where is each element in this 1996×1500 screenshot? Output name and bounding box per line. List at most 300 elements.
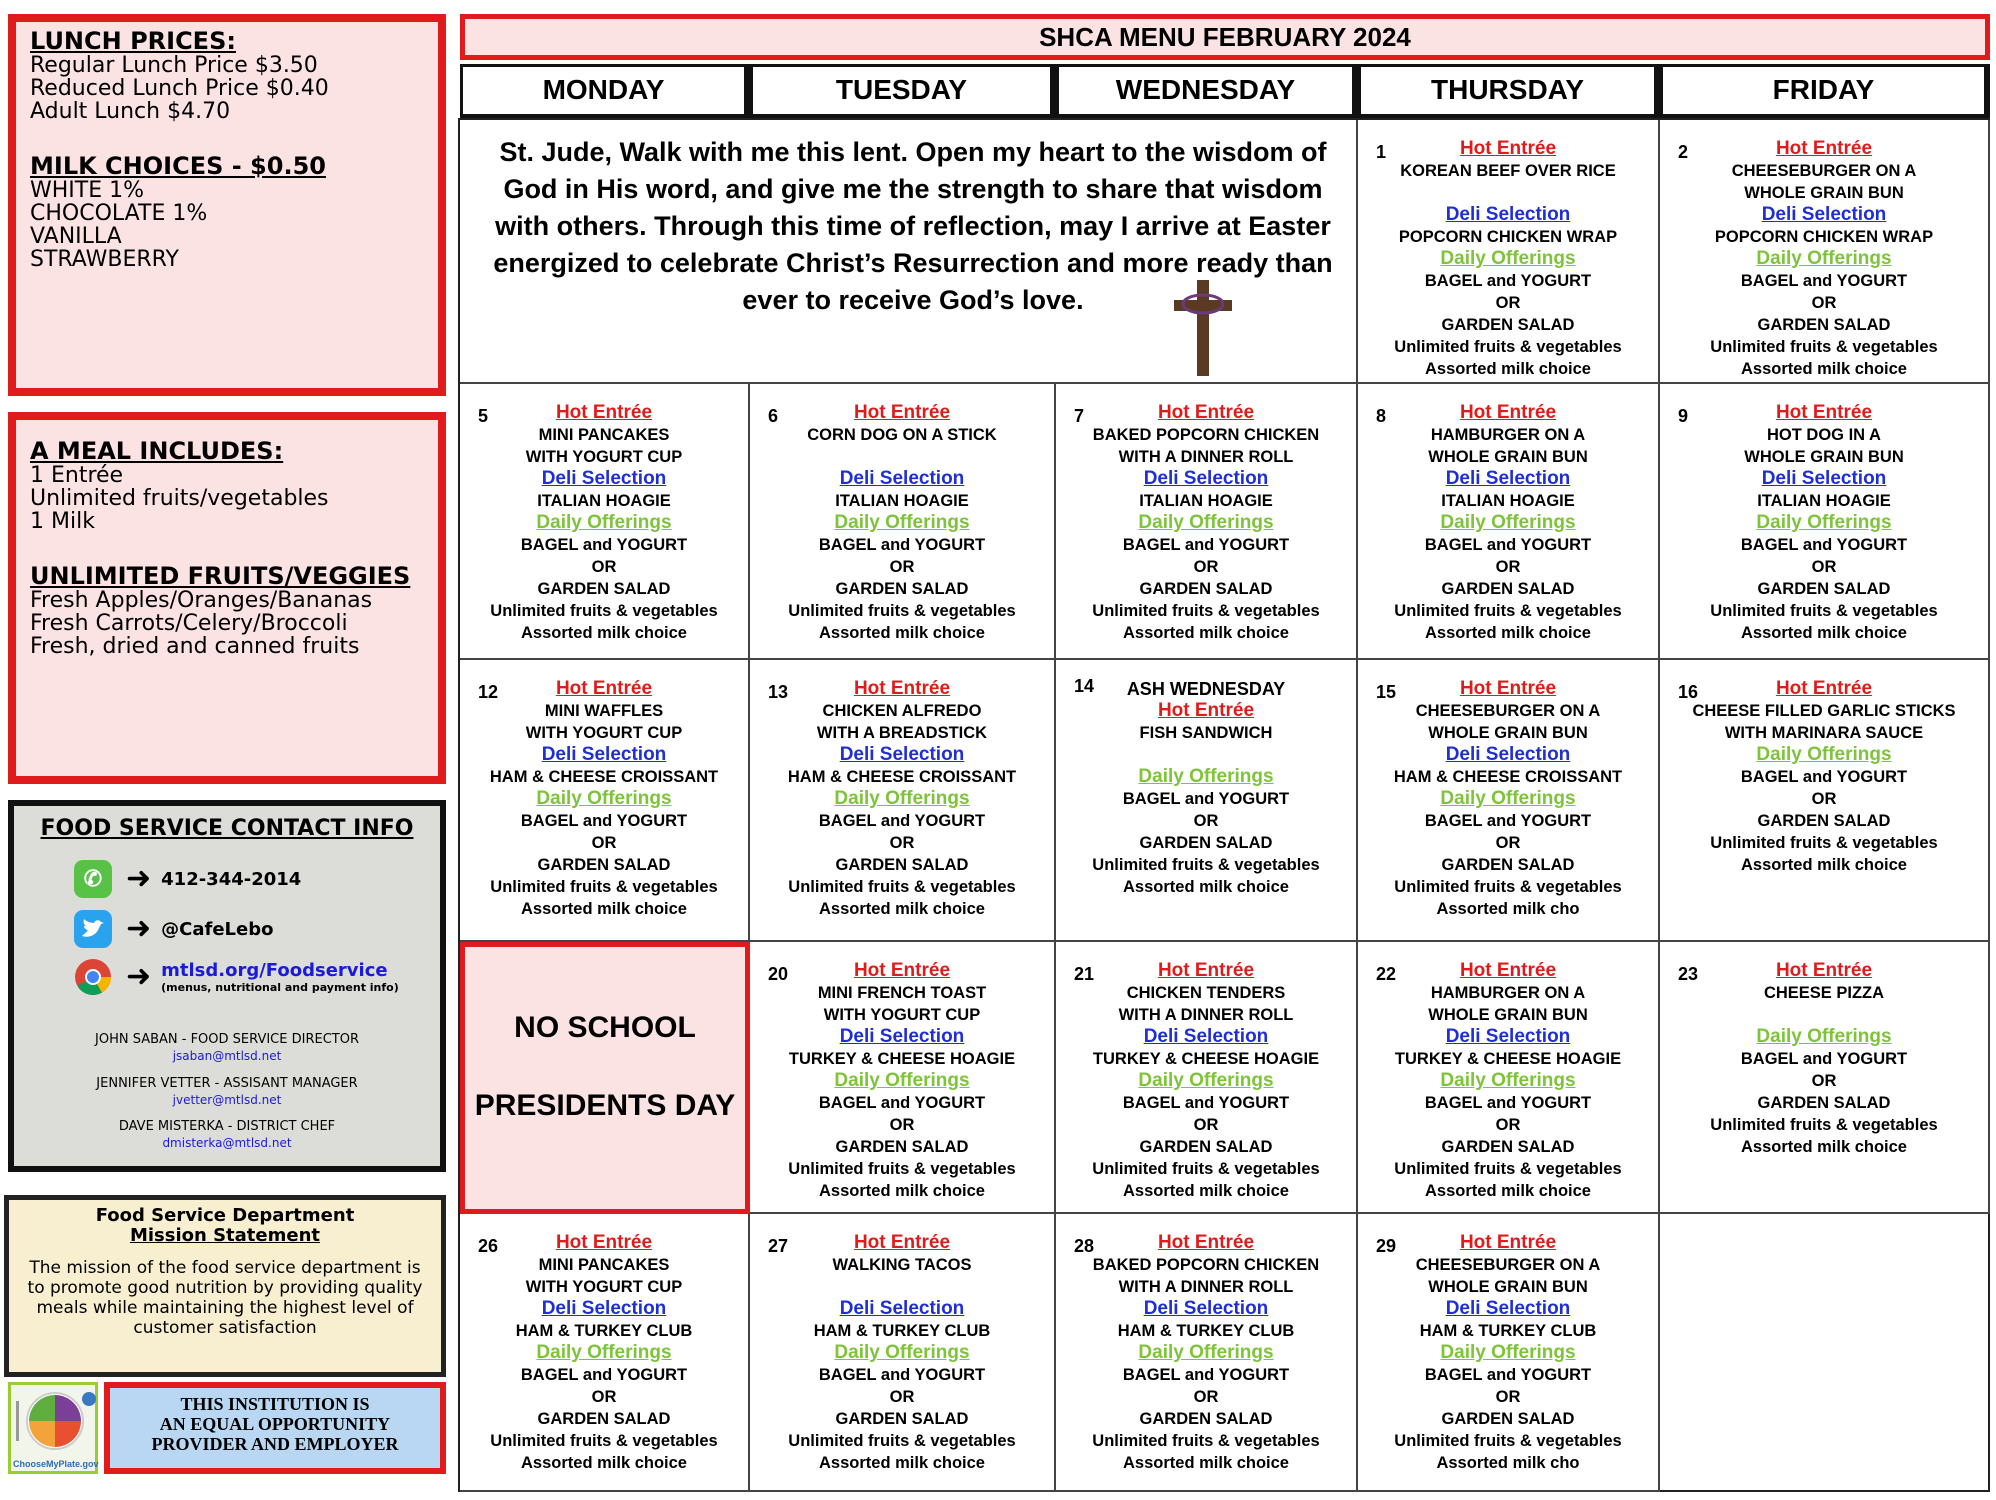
staff-entry	[14, 1076, 440, 1108]
deli-selection-label: Deli Selection	[541, 744, 667, 765]
lunch-prices-heading: LUNCH PRICES:	[30, 27, 236, 55]
deli-selection-label: Deli Selection	[839, 468, 965, 489]
menu-item: Unlimited fruits & vegetables	[490, 602, 718, 620]
menu-title: SHCA MENU FEBRUARY 2024	[460, 14, 1990, 60]
menu-item: BAGEL and YOGURT	[520, 536, 688, 554]
staff-name: JENNIFER VETTER - ASSISANT MANAGER	[96, 1076, 358, 1091]
menu-item: Assorted milk choice	[819, 1182, 985, 1200]
menu-entries	[1660, 402, 1988, 644]
menu-item: BAGEL and YOGURT	[1740, 768, 1908, 786]
menu-item: WITH YOGURT CUP	[525, 724, 683, 742]
regular-price: Regular Lunch Price $3.50	[30, 53, 318, 78]
menu-item: OR	[591, 834, 617, 852]
day-number: 15	[1376, 682, 1397, 702]
menu-item: GARDEN SALAD	[1139, 1410, 1273, 1428]
menu-item: CHEESEBURGER ON A	[1731, 162, 1917, 180]
menu-item: OR	[1193, 1116, 1219, 1134]
menu-item: WITH A BREADSTICK	[816, 724, 988, 742]
milk-choice: WHITE 1%	[30, 178, 145, 203]
spacer	[750, 1276, 1054, 1298]
meal-item: Unlimited fruits/vegetables	[30, 486, 329, 511]
cross-icon	[1168, 278, 1238, 378]
menu-item: BAGEL and YOGURT	[1424, 812, 1592, 830]
menu-item: Assorted milk choice	[521, 1454, 687, 1472]
menu-item: ITALIAN HOAGIE	[1757, 492, 1891, 510]
menu-item: Assorted milk cho	[1436, 1454, 1580, 1472]
menu-day-cell	[1660, 942, 1990, 1214]
menu-day-cell	[460, 660, 750, 942]
equal-line: PROVIDER AND EMPLOYER	[151, 1434, 399, 1454]
daily-offerings-label: Daily Offerings	[834, 512, 970, 533]
menu-item: BAKED POPCORN CHICKEN	[1092, 426, 1320, 444]
daily-offerings-label: Daily Offerings	[1756, 1026, 1892, 1047]
day-number: 28	[1074, 1236, 1095, 1256]
menu-item: CHEESE FILLED GARLIC STICKS	[1692, 702, 1956, 720]
web-row	[74, 958, 399, 996]
staff-email[interactable]: jvetter@mtlsd.net	[172, 1093, 282, 1107]
menu-item: Unlimited fruits & vegetables	[490, 878, 718, 896]
menu-item: BAKED POPCORN CHICKEN	[1092, 1256, 1320, 1274]
hot-entree-label: Hot Entrée	[1459, 402, 1557, 423]
hot-entree-label: Hot Entrée	[1157, 402, 1255, 423]
menu-item: Unlimited fruits & vegetables	[490, 1432, 718, 1450]
menu-item: Unlimited fruits & vegetables	[1394, 338, 1622, 356]
mission-statement-box	[4, 1195, 446, 1377]
deli-selection-label: Deli Selection	[1761, 204, 1887, 225]
daily-offerings-label: Daily Offerings	[1440, 248, 1576, 269]
menu-day-cell	[1660, 660, 1990, 942]
menu-item: CHEESE PIZZA	[1763, 984, 1885, 1002]
phone-icon: ✆	[74, 860, 112, 898]
deli-selection-label: Deli Selection	[839, 1026, 965, 1047]
menu-entries	[1358, 402, 1658, 644]
daily-offerings-label: Daily Offerings	[1756, 248, 1892, 269]
meal-includes-box	[8, 412, 446, 784]
menu-item: OR	[591, 558, 617, 576]
deli-selection-label: Deli Selection	[1761, 468, 1887, 489]
prayer-cell	[460, 120, 1358, 384]
prayer-text: St. Jude, Walk with me this lent. Open my heart to the wisdom of God in His word, and give me the strength to share that wisdom with others. Through this time of reflection, may I arrive at Easter energized to celebrate Christ’s Resurrection and more ready than ever to receive God’s love.	[493, 137, 1333, 315]
menu-entries	[1358, 960, 1658, 1202]
day-header-monday: MONDAY	[460, 64, 750, 120]
myplate-label: ChooseMyPlate.gov	[13, 1459, 99, 1469]
mission-body: The mission of the food service department is to promote good nutrition by providing quality meals while maintaining the highest level of customer satisfaction	[27, 1258, 423, 1338]
menu-entries	[460, 402, 748, 644]
menu-item: GARDEN SALAD	[1441, 1410, 1575, 1428]
contact-title: FOOD SERVICE CONTACT INFO	[40, 816, 414, 841]
menu-item: Assorted milk choice	[1123, 878, 1289, 896]
hot-entree-label: Hot Entrée	[853, 402, 951, 423]
menu-item: Unlimited fruits & vegetables	[1710, 834, 1938, 852]
menu-entries	[1660, 960, 1988, 1158]
daily-offerings-label: Daily Offerings	[536, 788, 672, 809]
menu-item: OR	[1193, 1388, 1219, 1406]
menu-item: GARDEN SALAD	[1441, 1138, 1575, 1156]
daily-offerings-label: Daily Offerings	[1138, 512, 1274, 533]
menu-entries	[1358, 1232, 1658, 1474]
no-school-cell	[460, 942, 750, 1214]
menu-item: HAM & CHEESE CROISSANT	[489, 768, 719, 786]
menu-day-cell	[1358, 942, 1660, 1214]
deli-selection-label: Deli Selection	[839, 744, 965, 765]
menu-item: GARDEN SALAD	[1441, 580, 1575, 598]
day-number: 21	[1074, 964, 1095, 984]
menu-item: GARDEN SALAD	[835, 1138, 969, 1156]
menu-entries	[1056, 402, 1356, 644]
menu-day-cell	[1056, 660, 1358, 942]
website-note: (menus, nutritional and payment info)	[161, 981, 399, 994]
ash-wednesday-label: ASH WEDNESDAY	[1126, 679, 1286, 699]
menu-item: FISH SANDWICH	[1139, 724, 1273, 742]
menu-item: BAGEL and YOGURT	[1424, 1366, 1592, 1384]
menu-item: WITH YOGURT CUP	[525, 1278, 683, 1296]
menu-item: WITH A DINNER ROLL	[1118, 448, 1294, 466]
menu-item: OR	[1495, 834, 1521, 852]
menu-item: CHEESEBURGER ON A	[1415, 1256, 1601, 1274]
menu-day-cell	[1660, 120, 1990, 384]
menu-item: OR	[889, 558, 915, 576]
phone-number[interactable]: 412-344-2014	[161, 868, 302, 890]
day-number: 16	[1678, 682, 1699, 702]
menu-item: GARDEN SALAD	[1441, 856, 1575, 874]
menu-item: GARDEN SALAD	[1757, 812, 1891, 830]
daily-offerings-label: Daily Offerings	[536, 1342, 672, 1363]
menu-day-cell	[1660, 384, 1990, 660]
staff-name: DAVE MISTERKA - DISTRICT CHEF	[118, 1119, 336, 1134]
phone-row	[74, 860, 301, 898]
menu-item: TURKEY & CHEESE HOAGIE	[1092, 1050, 1320, 1068]
milk-choice: STRAWBERRY	[30, 247, 179, 272]
right-arrow-icon: ➜	[126, 960, 152, 993]
menu-item: HAM & CHEESE CROISSANT	[1393, 768, 1623, 786]
day-number: 23	[1678, 964, 1699, 984]
daily-offerings-label: Daily Offerings	[1440, 1342, 1576, 1363]
menu-item: WHOLE GRAIN BUN	[1428, 1006, 1588, 1024]
menu-item: GARDEN SALAD	[537, 580, 671, 598]
menu-item: Unlimited fruits & vegetables	[1710, 602, 1938, 620]
menu-item: ITALIAN HOAGIE	[1441, 492, 1575, 510]
daily-offerings-label: Daily Offerings	[834, 788, 970, 809]
deli-selection-label: Deli Selection	[541, 468, 667, 489]
mission-department: Food Service Department	[95, 1205, 355, 1226]
day-number: 8	[1376, 406, 1387, 426]
twitter-icon	[74, 910, 112, 948]
day-number: 27	[768, 1236, 789, 1256]
menu-item: BAGEL and YOGURT	[1740, 272, 1908, 290]
day-number: 22	[1376, 964, 1397, 984]
menu-item: CORN DOG ON A STICK	[807, 426, 997, 444]
menu-day-cell	[1056, 1214, 1358, 1492]
menu-item: WHOLE GRAIN BUN	[1744, 184, 1904, 202]
menu-item: OR	[889, 834, 915, 852]
hot-entree-label: Hot Entrée	[1775, 138, 1873, 159]
menu-entries	[750, 1232, 1054, 1474]
menu-item: OR	[889, 1388, 915, 1406]
menu-item: HAM & TURKEY CLUB	[515, 1322, 693, 1340]
adult-price: Adult Lunch $4.70	[30, 99, 231, 124]
menu-item: MINI FRENCH TOAST	[817, 984, 987, 1002]
menu-item: GARDEN SALAD	[1139, 834, 1273, 852]
website-link[interactable]: mtlsd.org/Foodservice	[161, 960, 388, 981]
hot-entree-label: Hot Entrée	[853, 678, 951, 699]
menu-item: WHOLE GRAIN BUN	[1744, 448, 1904, 466]
menu-day-cell	[460, 1214, 750, 1492]
menu-entries	[1358, 678, 1658, 920]
daily-offerings-label: Daily Offerings	[1440, 512, 1576, 533]
menu-item: OR	[1193, 558, 1219, 576]
menu-item: KOREAN BEEF OVER RICE	[1400, 162, 1616, 180]
menu-item: ITALIAN HOAGIE	[537, 492, 671, 510]
hot-entree-label: Hot Entrée	[1459, 678, 1557, 699]
day-number: 1	[1376, 142, 1387, 162]
menu-item: Assorted milk choice	[1741, 856, 1907, 874]
menu-item: Unlimited fruits & vegetables	[788, 602, 1016, 620]
menu-item: GARDEN SALAD	[1757, 1094, 1891, 1112]
menu-item: WHOLE GRAIN BUN	[1428, 724, 1588, 742]
menu-day-cell	[750, 942, 1056, 1214]
menu-entries	[750, 402, 1054, 644]
hot-entree-label: Hot Entrée	[1775, 402, 1873, 423]
menu-item: Unlimited fruits & vegetables	[1394, 1160, 1622, 1178]
day-header-thursday: THURSDAY	[1358, 64, 1660, 120]
twitter-handle[interactable]: @CafeLebo	[161, 918, 274, 940]
hot-entree-label: Hot Entrée	[1157, 1232, 1255, 1253]
hot-entree-label: Hot Entrée	[555, 1232, 653, 1253]
menu-day-cell	[1358, 1214, 1660, 1492]
menu-item: BAGEL and YOGURT	[520, 812, 688, 830]
meal-item: 1 Entrée	[30, 463, 124, 488]
deli-selection-label: Deli Selection	[541, 1298, 667, 1319]
deli-selection-label: Deli Selection	[1143, 468, 1269, 489]
menu-item: OR	[1811, 294, 1837, 312]
day-number: 26	[478, 1236, 499, 1256]
equal-opportunity-box	[104, 1382, 446, 1474]
menu-item: Unlimited fruits & vegetables	[788, 878, 1016, 896]
menu-item: BAGEL and YOGURT	[1740, 536, 1908, 554]
spacer	[1056, 744, 1356, 766]
day-number: 9	[1678, 406, 1689, 426]
day-header-tuesday: TUESDAY	[750, 64, 1056, 120]
menu-item: HAMBURGER ON A	[1430, 984, 1586, 1002]
menu-entries	[1660, 678, 1988, 876]
menu-item: BAGEL and YOGURT	[1424, 1094, 1592, 1112]
menu-day-cell	[750, 660, 1056, 942]
myplate-logo	[8, 1382, 98, 1474]
menu-entries	[1358, 138, 1658, 380]
menu-item: MINI WAFFLES	[544, 702, 664, 720]
lunch-prices-box	[8, 14, 446, 396]
daily-offerings-label: Daily Offerings	[1138, 1342, 1274, 1363]
menu-item: Unlimited fruits & vegetables	[1710, 1116, 1938, 1134]
menu-item: HAM & CHEESE CROISSANT	[787, 768, 1017, 786]
veg-item: Fresh Carrots/Celery/Broccoli	[30, 611, 348, 636]
deli-selection-label: Deli Selection	[1445, 1026, 1571, 1047]
daily-offerings-label: Daily Offerings	[1138, 766, 1274, 787]
menu-item: Unlimited fruits & vegetables	[1092, 1160, 1320, 1178]
menu-item: WITH MARINARA SAUCE	[1724, 724, 1924, 742]
menu-item: GARDEN SALAD	[537, 856, 671, 874]
menu-item: Unlimited fruits & vegetables	[1394, 878, 1622, 896]
daily-offerings-label: Daily Offerings	[834, 1070, 970, 1091]
staff-email[interactable]: jsaban@mtlsd.net	[172, 1049, 282, 1063]
hot-entree-label: Hot Entrée	[1775, 960, 1873, 981]
menu-item: OR	[591, 1388, 617, 1406]
menu-item: Assorted milk choice	[521, 624, 687, 642]
menu-item: HAMBURGER ON A	[1430, 426, 1586, 444]
day-number: 2	[1678, 142, 1689, 162]
day-header-wednesday: WEDNESDAY	[1056, 64, 1358, 120]
menu-item: BAGEL and YOGURT	[1424, 272, 1592, 290]
menu-item: Unlimited fruits & vegetables	[1394, 602, 1622, 620]
menu-entries	[1056, 1232, 1356, 1474]
menu-day-cell	[1358, 660, 1660, 942]
hot-entree-label: Hot Entrée	[555, 402, 653, 423]
hot-entree-label: Hot Entrée	[1459, 1232, 1557, 1253]
menu-item: WHOLE GRAIN BUN	[1428, 448, 1588, 466]
milk-choices-heading: MILK CHOICES - $0.50	[30, 152, 326, 180]
menu-item: CHICKEN TENDERS	[1126, 984, 1286, 1002]
staff-name: JOHN SABAN - FOOD SERVICE DIRECTOR	[95, 1032, 359, 1047]
menu-entries	[1660, 138, 1988, 380]
menu-item: ITALIAN HOAGIE	[835, 492, 969, 510]
twitter-row	[74, 910, 273, 948]
menu-item: GARDEN SALAD	[835, 856, 969, 874]
menu-entries	[460, 1232, 748, 1474]
menu-item: GARDEN SALAD	[835, 580, 969, 598]
day-number: 5	[478, 406, 489, 426]
deli-selection-label: Deli Selection	[1143, 1298, 1269, 1319]
menu-item: GARDEN SALAD	[1139, 1138, 1273, 1156]
menu-item: GARDEN SALAD	[537, 1410, 671, 1428]
hot-entree-label: Hot Entrée	[1157, 960, 1255, 981]
menu-item: Assorted milk choice	[1741, 1138, 1907, 1156]
menu-item: Assorted milk choice	[819, 624, 985, 642]
spacer	[750, 446, 1054, 468]
menu-item: OR	[1495, 294, 1521, 312]
menu-day-cell	[750, 1214, 1056, 1492]
contact-info-box	[8, 800, 446, 1172]
menu-item: BAGEL and YOGURT	[1122, 536, 1290, 554]
menu-item: Assorted milk choice	[1425, 624, 1591, 642]
chrome-icon	[74, 958, 112, 996]
veg-item: Fresh, dried and canned fruits	[30, 634, 360, 659]
menu-item: OR	[1495, 558, 1521, 576]
menu-item: BAGEL and YOGURT	[818, 1366, 986, 1384]
deli-selection-label: Deli Selection	[1445, 468, 1571, 489]
menu-item: ITALIAN HOAGIE	[1139, 492, 1273, 510]
menu-item: Unlimited fruits & vegetables	[788, 1160, 1016, 1178]
menu-item: TURKEY & CHEESE HOAGIE	[788, 1050, 1016, 1068]
hot-entree-label: Hot Entrée	[853, 960, 951, 981]
day-header-friday: FRIDAY	[1660, 64, 1990, 120]
day-number: 20	[768, 964, 789, 984]
holiday-name: PRESIDENTS DAY	[474, 1089, 736, 1122]
menu-item: OR	[1811, 790, 1837, 808]
deli-selection-label: Deli Selection	[1445, 1298, 1571, 1319]
veg-item: Fresh Apples/Oranges/Bananas	[30, 588, 373, 613]
menu-item: HOT DOG IN A	[1767, 426, 1881, 444]
day-number: 13	[768, 682, 789, 702]
menu-day-cell	[1358, 384, 1660, 660]
menu-item: HAM & TURKEY CLUB	[1117, 1322, 1295, 1340]
menu-item: CHEESEBURGER ON A	[1415, 702, 1601, 720]
menu-item: OR	[1193, 812, 1219, 830]
menu-item: GARDEN SALAD	[1757, 316, 1891, 334]
daily-offerings-label: Daily Offerings	[834, 1342, 970, 1363]
menu-item: WITH YOGURT CUP	[823, 1006, 981, 1024]
menu-item: BAGEL and YOGURT	[818, 812, 986, 830]
spacer	[1660, 1004, 1988, 1026]
hot-entree-label: Hot Entrée	[555, 678, 653, 699]
menu-item: POPCORN CHICKEN WRAP	[1398, 228, 1618, 246]
day-number: 29	[1376, 1236, 1397, 1256]
menu-entries	[1056, 678, 1356, 898]
menu-item: BAGEL and YOGURT	[1122, 1366, 1290, 1384]
hot-entree-label: Hot Entrée	[1775, 678, 1873, 699]
menu-item: Assorted milk cho	[1436, 900, 1580, 918]
menu-item: Assorted milk choice	[1741, 624, 1907, 642]
menu-item: Assorted milk choice	[521, 900, 687, 918]
menu-item: Unlimited fruits & vegetables	[1092, 856, 1320, 874]
menu-item: Assorted milk choice	[1425, 360, 1591, 378]
menu-item: BAGEL and YOGURT	[818, 1094, 986, 1112]
staff-email[interactable]: dmisterka@mtlsd.net	[162, 1136, 292, 1150]
day-number: 7	[1074, 406, 1085, 426]
menu-item: OR	[1811, 1072, 1837, 1090]
day-number: 14	[1074, 676, 1095, 696]
menu-item: HAM & TURKEY CLUB	[813, 1322, 991, 1340]
menu-entries	[1056, 960, 1356, 1202]
deli-selection-label: Deli Selection	[839, 1298, 965, 1319]
hot-entree-label: Hot Entrée	[853, 1232, 951, 1253]
menu-item: CHICKEN ALFREDO	[822, 702, 982, 720]
menu-item: BAGEL and YOGURT	[1424, 536, 1592, 554]
menu-item: WITH A DINNER ROLL	[1118, 1278, 1294, 1296]
unlimited-veggies-heading: UNLIMITED FRUITS/VEGGIES	[30, 562, 411, 590]
menu-item: OR	[1495, 1388, 1521, 1406]
daily-offerings-label: Daily Offerings	[1138, 1070, 1274, 1091]
menu-item: Assorted milk choice	[1123, 1182, 1289, 1200]
deli-selection-label: Deli Selection	[1143, 1026, 1269, 1047]
daily-offerings-label: Daily Offerings	[1440, 788, 1576, 809]
menu-day-cell	[1056, 942, 1358, 1214]
right-arrow-icon: ➜	[126, 912, 152, 945]
menu-item: Assorted milk choice	[1123, 624, 1289, 642]
menu-item: Assorted milk choice	[1425, 1182, 1591, 1200]
spacer	[1358, 182, 1658, 204]
staff-entry	[14, 1032, 440, 1064]
daily-offerings-label: Daily Offerings	[1756, 744, 1892, 765]
meal-includes-heading: A MEAL INCLUDES:	[30, 437, 284, 465]
day-number: 6	[768, 406, 779, 426]
menu-item: BAGEL and YOGURT	[1122, 790, 1290, 808]
menu-item: WALKING TACOS	[832, 1256, 972, 1274]
menu-item: Assorted milk choice	[819, 1454, 985, 1472]
menu-item: BAGEL and YOGURT	[818, 536, 986, 554]
staff-entry	[14, 1119, 440, 1151]
equal-line: AN EQUAL OPPORTUNITY	[159, 1414, 391, 1434]
right-arrow-icon: ➜	[126, 862, 152, 895]
deli-selection-label: Deli Selection	[1445, 204, 1571, 225]
daily-offerings-label: Daily Offerings	[1440, 1070, 1576, 1091]
hot-entree-label: Hot Entrée	[1157, 700, 1255, 721]
milk-choice: VANILLA	[30, 224, 122, 249]
deli-selection-label: Deli Selection	[1445, 744, 1571, 765]
menu-entries	[750, 678, 1054, 920]
menu-day-cell	[460, 384, 750, 660]
menu-entries	[460, 678, 748, 920]
menu-item: Assorted milk choice	[1123, 1454, 1289, 1472]
